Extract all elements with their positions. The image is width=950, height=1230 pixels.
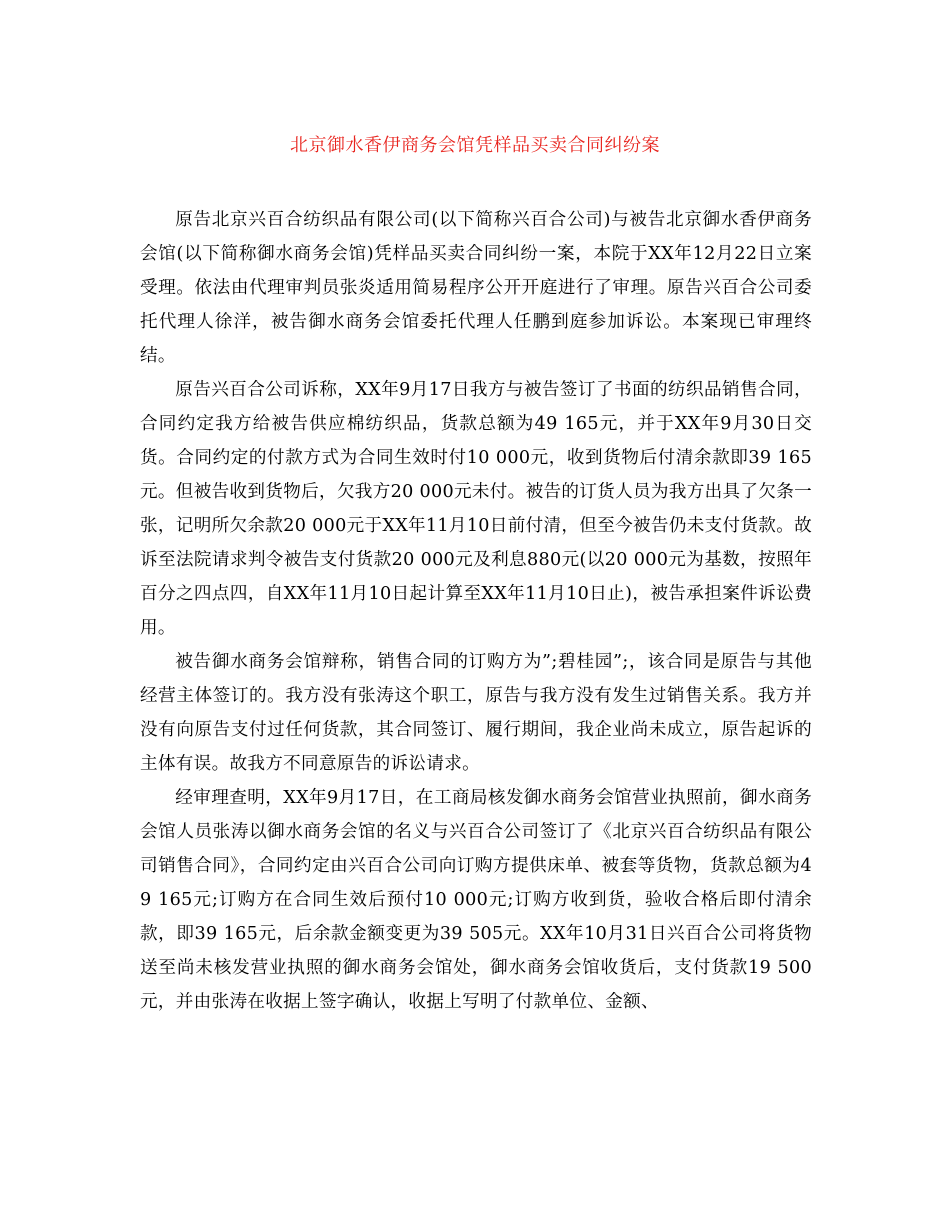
- paragraph-case-intro: 原告北京兴百合纺织品有限公司(以下简称兴百合公司)与被告北京御水香伊商务会馆(以下简称御水商务会馆)凭样品买卖合同纠纷一案，本院于XX年12月22日立案受理。依法由代理审判员张炎适用简易程序公开开庭进行了审理。原告兴百合公司委托代理人徐洋，被告御水商务会馆委托代理人任鹏到庭参加诉讼。本案现已审理终结。: [140, 210, 812, 366]
- document-title: 北京御水香伊商务会馆凭样品买卖合同纠纷案: [290, 135, 660, 156]
- paragraph-plaintiff-claim: 原告兴百合公司诉称，XX年9月17日我方与被告签订了书面的纺织品销售合同，合同约定我方给被告供应棉纺织品，货款总额为49 165元，并于XX年9月30日交货。合同约定的付款方式为合同生效时付10 000元，收到货物后付清余款即39 165元。但被告收到货物后，欠我方20 000元未付。被告的订货人员为我方出具了欠条一张，记明所欠余款20 000元于XX年11月10日前付清，但至今被告仍未支付货款。故诉至法院请求判令被告支付货款20 000元及利息880元(以20 000元为基数，按照年百分之四点四，自XX年11月10日起计算至XX年11月10日止)，被告承担案件诉讼费用。: [140, 380, 812, 638]
- paragraph-defendant-defense: 被告御水商务会馆辩称，销售合同的订购方为”;碧桂园”;，该合同是原告与其他经营主体签订的。我方没有张涛这个职工，原告与我方没有发生过销售关系。我方并没有向原告支付过任何货款，其合同签订、履行期间，我企业尚未成立，原告起诉的主体有误。故我方不同意原告的诉讼请求。: [140, 652, 812, 774]
- paragraph-court-findings: 经审理查明，XX年9月17日，在工商局核发御水商务会馆营业执照前，御水商务会馆人员张涛以御水商务会馆的名义与兴百合公司签订了《北京兴百合纺织品有限公司销售合同》，合同约定由兴百合公司向订购方提供床单、被套等货物，货款总额为49 165元;订购方在合同生效后预付10 000元;订购方收到货，验收合格后即付清余款，即39 165元，后余款金额变更为39 505元。XX年10月31日兴百合公司将货物送至尚未核发营业执照的御水商务会馆处，御水商务会馆收货后，支付货款19 500元，并由张涛在收据上签字确认，收据上写明了付款单位、金额、: [140, 788, 812, 1012]
- document-body: [140, 203, 812, 1019]
